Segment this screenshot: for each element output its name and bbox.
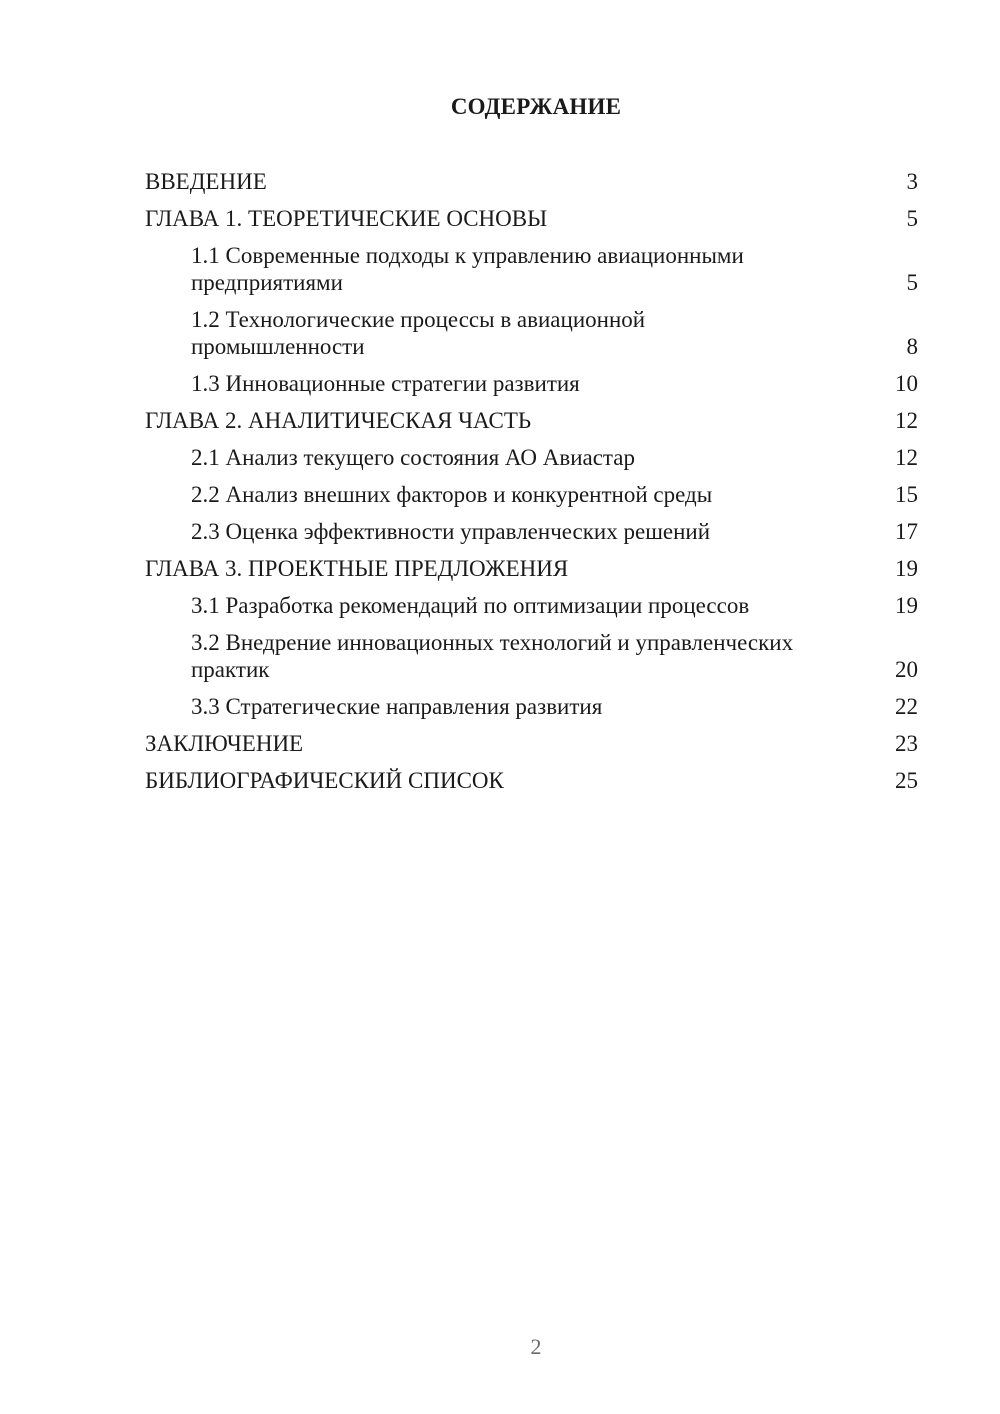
toc-entry-label: 1.1 Современные подходы к управлению авиационными предприятиями xyxy=(191,243,744,295)
toc-entry-label: 2.3 Оценка эффективности управленческих решений xyxy=(191,519,711,544)
toc-entry-chapter-3[interactable] xyxy=(145,555,918,582)
toc-entry-page: 5 xyxy=(906,270,918,295)
toc-entry-section-2-3[interactable] xyxy=(145,518,918,545)
toc-entry-page: 12 xyxy=(895,445,918,470)
toc-entry-label: 3.3 Стратегические направления развития xyxy=(191,694,603,719)
toc-entry-section-3-2[interactable] xyxy=(145,629,918,683)
toc-entry-chapter-2[interactable] xyxy=(145,407,918,434)
toc-entry-label: ЗАКЛЮЧЕНИЕ xyxy=(145,731,304,756)
toc-entry-chapter-1[interactable] xyxy=(145,205,918,232)
toc-entry-page: 3 xyxy=(906,169,918,194)
toc-entry-section-3-1[interactable] xyxy=(145,592,918,619)
toc-entry-page: 19 xyxy=(895,556,918,581)
toc-entry-label: 3.1 Разработка рекомендаций по оптимизации процессов xyxy=(191,593,750,618)
toc-entry-page: 22 xyxy=(895,694,918,719)
toc-entry-label: 1.2 Технологические процессы в авиационной промышленности xyxy=(191,307,646,359)
toc-entry-page: 12 xyxy=(895,408,918,433)
toc-entry-section-1-2[interactable] xyxy=(145,306,918,360)
toc-entry-label: 2.2 Анализ внешних факторов и конкурентной среды xyxy=(191,482,713,507)
toc-entry-section-3-3[interactable] xyxy=(145,693,918,720)
toc-entry-page: 8 xyxy=(906,334,918,359)
toc-entry-label: 1.3 Инновационные стратегии развития xyxy=(191,371,580,396)
toc-entry-label: ГЛАВА 3. ПРОЕКТНЫЕ ПРЕДЛОЖЕНИЯ xyxy=(145,556,569,581)
toc-entry-introduction[interactable] xyxy=(145,168,918,195)
toc-entry-section-2-1[interactable] xyxy=(145,444,918,471)
toc-entry-label: 2.1 Анализ текущего состояния АО Авиастар xyxy=(191,445,635,470)
toc-entry-label: ГЛАВА 2. АНАЛИТИЧЕСКАЯ ЧАСТЬ xyxy=(145,408,532,433)
toc-entry-page: 17 xyxy=(895,519,918,544)
toc-entry-label: ВВЕДЕНИЕ xyxy=(145,169,267,194)
toc-entry-page: 20 xyxy=(895,657,918,682)
toc-entry-conclusion[interactable] xyxy=(145,730,918,757)
page-number: 2 xyxy=(530,1334,542,1359)
toc-entry-page: 5 xyxy=(906,206,918,231)
toc-entry-label: 3.2 Внедрение инновационных технологий и управленческих практик xyxy=(191,630,794,682)
table-of-contents xyxy=(145,168,918,804)
toc-entry-section-2-2[interactable] xyxy=(145,481,918,508)
toc-entry-page: 15 xyxy=(895,482,918,507)
toc-entry-page: 10 xyxy=(895,371,918,396)
toc-entry-label: ГЛАВА 1. ТЕОРЕТИЧЕСКИЕ ОСНОВЫ xyxy=(145,206,548,231)
toc-entry-page: 23 xyxy=(895,731,918,756)
toc-entry-bibliography[interactable] xyxy=(145,767,918,794)
toc-entry-label: БИБЛИОГРАФИЧЕСКИЙ СПИСОК xyxy=(145,768,504,793)
toc-entry-section-1-3[interactable] xyxy=(145,370,918,397)
page-title: СОДЕРЖАНИЕ xyxy=(450,94,622,119)
toc-entry-page: 19 xyxy=(895,593,918,618)
toc-entry-section-1-1[interactable] xyxy=(145,242,918,296)
toc-entry-page: 25 xyxy=(895,768,918,793)
